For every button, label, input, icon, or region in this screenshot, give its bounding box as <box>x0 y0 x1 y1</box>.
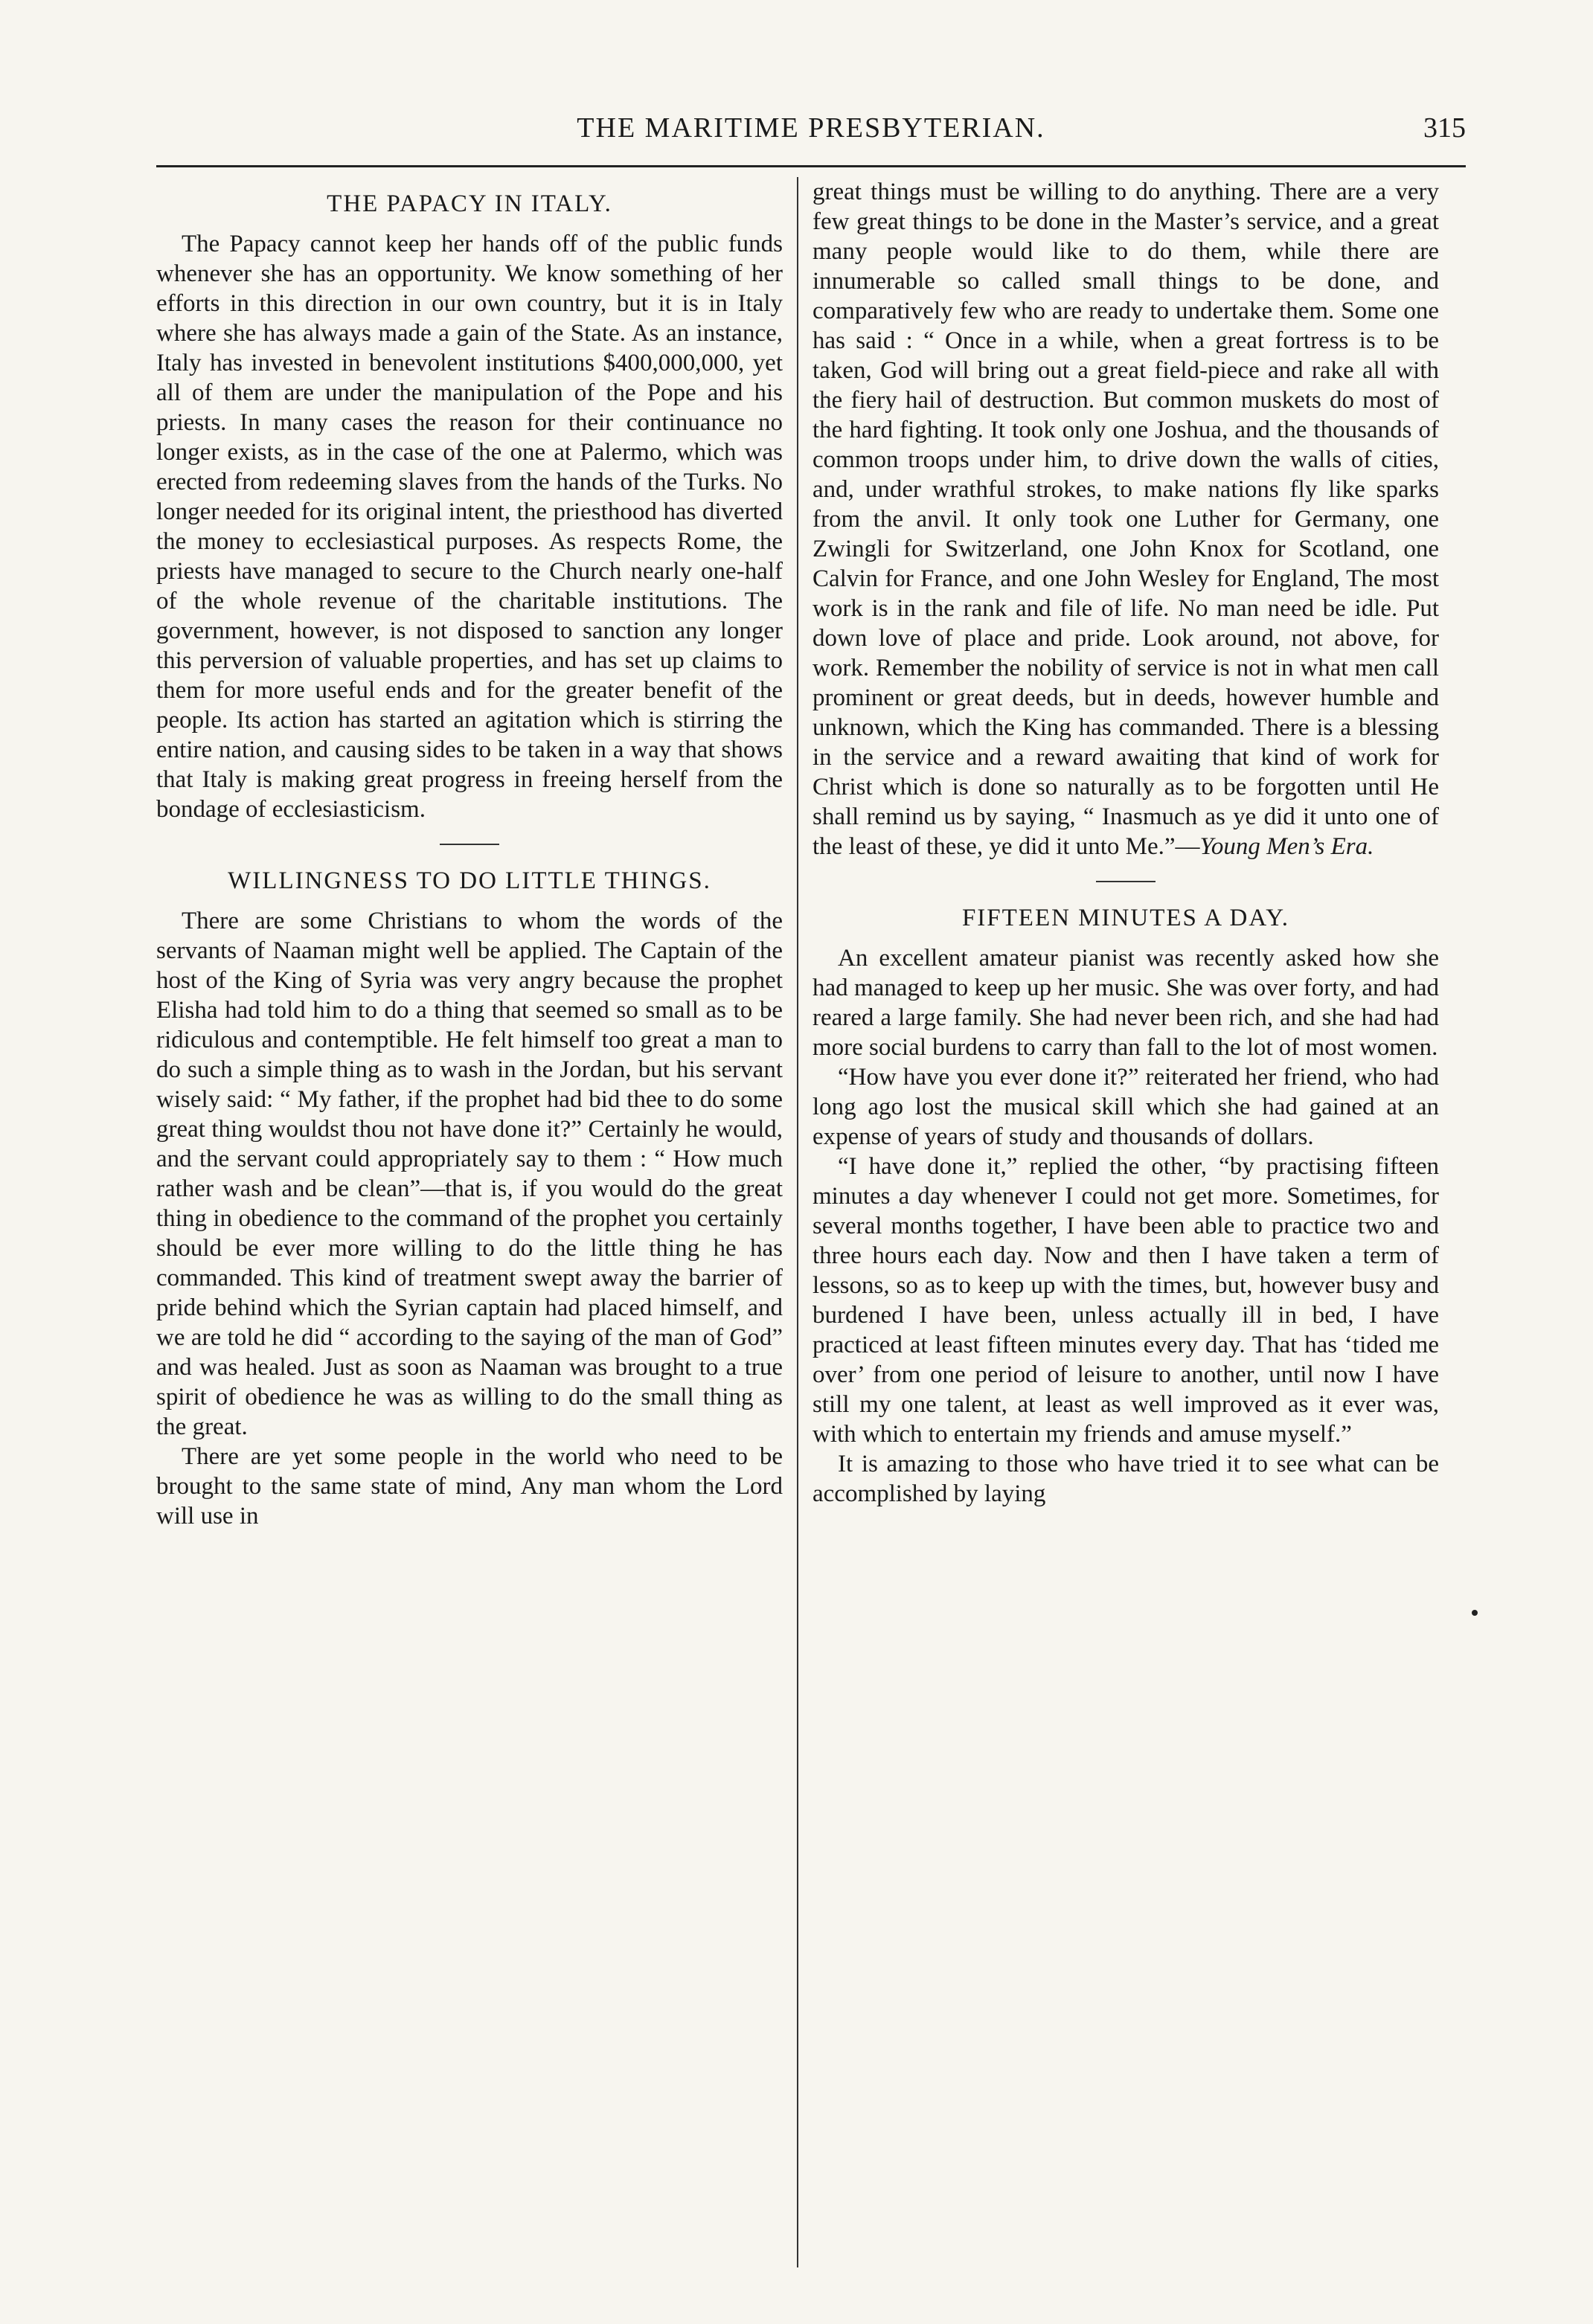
papacy-title: THE PAPACY IN ITALY. <box>327 190 612 217</box>
attribution: Young Men’s Era. <box>1199 833 1374 860</box>
fifteen-paragraph-4: It is amazing to those who have tried it to see what can be accomplished by laying <box>812 1451 1439 1507</box>
section-divider <box>440 844 499 845</box>
willingness-paragraph-3 <box>812 177 1439 861</box>
header-rule <box>156 165 1466 167</box>
fifteen-paragraph-3: “I have done it,” replied the other, “by practising fifteen minutes a day whenever I could not get more. Sometimes, for several months together, I have been able to practice two and three hours each day. Now and then I have taken a term of lessons, so as to keep up with the times, but, however busy and burdened I have been, unless actually ill in bed, I have practiced at least fifteen minutes every day. That has ‘tided me over’ from one period of leisure to another, until now I have still my one talent, at least as well improved as it ever was, with which to entertain my friends and amuse myself.” <box>812 1153 1439 1448</box>
fifteen-paragraph-2: “How have you ever done it?” reiterated her friend, who had long ago lost the musical skill which she had gained at an expense of years of study and thousands of dollars. <box>812 1064 1439 1150</box>
willingness-title: WILLINGNESS TO DO LITTLE THINGS. <box>228 867 711 894</box>
section-divider <box>1096 881 1156 882</box>
page-number: 315 <box>1423 112 1466 144</box>
willingness-continuation: great things must be willing to do anything. There are a very few great things to be done in the Master’s service, and a great many people would like to do them, while there are innumerable so called small things to be done, and comparatively few who are ready to undertake them. Some one has said : “ Once in a while, when a great fortress is to be taken, God will bring out a great field-piece and rake all with the fiery hail of destruction. But common muskets do most of the hard fighting. It took only one Joshua, and the thousands of common troops under him, to drive down the walls of cities, and, under wrathful strokes, to make nations fly like sparks from the anvil. It only took one Luther for Germany, one Zwingli for Switzerland, one John Knox for Scotland, one Calvin for France, and one John Wesley for England, The most work is in the rank and file of life. No man need be idle. Put down love of place and pride. Look around, not above, for work. Remember the nobility of service is not in what men call prominent or great deeds, but in deeds, however humble and unknown, which the King has commanded. There is a blessing in the service and a reward awaiting that kind of work for Christ which is done so naturally as to be forgotten until He shall remind us by saying, “ Inasmuch as ye did it unto one of the least of these, ye did it unto Me.”— <box>812 179 1439 860</box>
running-title: THE MARITIME PRESBYTERIAN. <box>577 112 1045 144</box>
fifteen-minutes-title: FIFTEEN MINUTES A DAY. <box>961 905 1290 931</box>
running-head <box>156 112 1466 156</box>
page <box>156 82 1466 2269</box>
left-column <box>156 177 783 2267</box>
fifteen-paragraph-1: An excellent amateur pianist was recently asked how she had managed to keep up her music. She was over forty, and had reared a large family. She had never been rich, and she had had more social burdens to carry than fall to the lot of most women. <box>812 945 1439 1061</box>
right-column <box>812 177 1439 2267</box>
ink-dot <box>1472 1610 1478 1616</box>
willingness-paragraph-2: There are yet some people in the world who need to be brought to the same state of mind, Any man whom the Lord will use in <box>156 1443 783 1529</box>
papacy-paragraph: The Papacy cannot keep her hands off of the public funds whenever she has an opportunity. We know something of her efforts in this direction in our own country, but it is in Italy where she has always made a gain of the State. As an instance, Italy has invested in benevolent institutions $400,000,000, yet all of them are under the manipulation of the Pope and his priests. In many cases the reason for their continuance no longer exists, as in the case of the one at Palermo, which was erected from redeeming slaves from the hands of the Turks. No longer needed for its original intent, the priesthood has diverted the money to ecclesiastical purposes. As respects Rome, the priests have managed to secure to the Church nearly one-half of the whole revenue of the charitable institutions. The government, however, is not disposed to sanction any longer this perversion of valuable properties, and has set up claims to them for more useful ends and for the greater benefit of the people. Its action has started an agitation which is stirring the entire nation, and causing sides to be taken in a way that shows that Italy is making great progress in freeing herself from the bondage of ecclesiasticism. <box>156 231 783 823</box>
column-divider <box>797 177 798 2267</box>
willingness-paragraph-1: There are some Christians to whom the words of the servants of Naaman might well be applied. The Captain of the host of the King of Syria was very angry because the prophet Elisha had told him to do a thing that seemed so small as to be ridiculous and contemptible. He felt himself too great a man to do such a simple thing as to wash in the Jordan, but his servant wisely said: “ My father, if the prophet had bid thee to do some great thing wouldst thou not have done it?” Certainly he would, and the servant could appropriately say to them : “ How much rather wash and be clean”—that is, if you would do the great thing in obedience to the command of the prophet you certainly should be ever more willing to do the little thing he has commanded. This kind of treatment swept away the barrier of pride behind which the Syrian captain had placed himself, and we are told he did “ according to the saying of the man of God” and was healed. Just as soon as Naaman was brought to a true spirit of obedience he was as willing to do the small thing as the great. <box>156 908 783 1440</box>
